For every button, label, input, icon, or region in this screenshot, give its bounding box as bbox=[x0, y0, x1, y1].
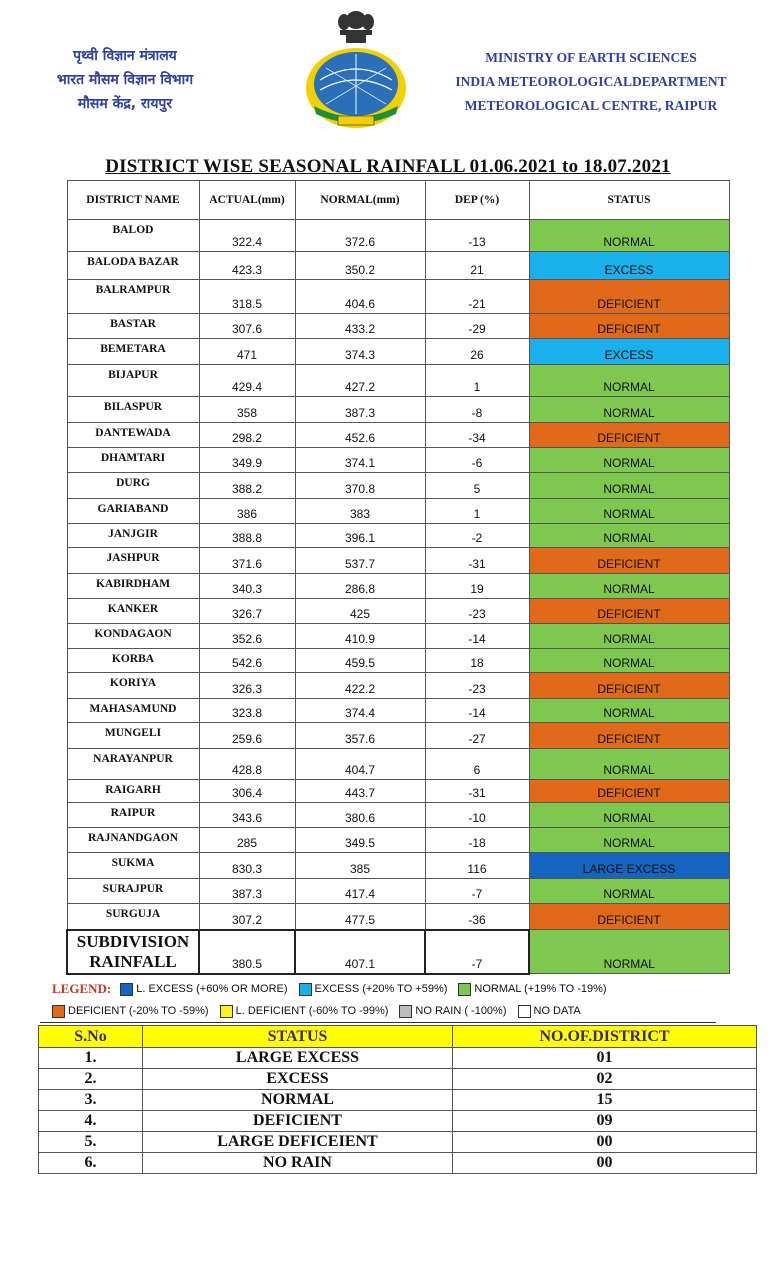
departure-value: -14 bbox=[425, 624, 529, 649]
legend-swatch-icon bbox=[120, 983, 133, 996]
legend-label: NO RAIN ( -100%) bbox=[415, 1005, 507, 1017]
status-cell: NORMAL bbox=[529, 524, 729, 548]
status-cell: NORMAL bbox=[529, 699, 729, 723]
status-cell: NORMAL bbox=[529, 828, 729, 853]
departure-value: -8 bbox=[425, 397, 529, 423]
summary-sno: 4. bbox=[39, 1111, 143, 1132]
departure-value: 21 bbox=[425, 252, 529, 280]
normal-value: 350.2 bbox=[295, 252, 425, 280]
summary-row bbox=[39, 1153, 757, 1174]
subdivision-normal: 407.1 bbox=[295, 930, 425, 974]
district-name: KORIYA bbox=[67, 673, 199, 699]
summary-status: NORMAL bbox=[143, 1090, 453, 1111]
summary-count: 00 bbox=[453, 1132, 757, 1153]
table-row bbox=[67, 699, 729, 723]
status-cell: DEFICIENT bbox=[529, 599, 729, 624]
normal-value: 374.4 bbox=[295, 699, 425, 723]
status-cell: DEFICIENT bbox=[529, 904, 729, 930]
status-cell: EXCESS bbox=[529, 252, 729, 280]
normal-value: 357.6 bbox=[295, 723, 425, 749]
status-cell: DEFICIENT bbox=[529, 548, 729, 574]
summary-table bbox=[38, 1025, 757, 1174]
english-header bbox=[446, 46, 736, 118]
district-name: KORBA bbox=[67, 649, 199, 673]
departure-value: -2 bbox=[425, 524, 529, 548]
normal-value: 404.7 bbox=[295, 749, 425, 780]
normal-value: 417.4 bbox=[295, 879, 425, 904]
district-name: BILASPUR bbox=[67, 397, 199, 423]
normal-value: 427.2 bbox=[295, 365, 425, 397]
normal-value: 425 bbox=[295, 599, 425, 624]
actual-value: 326.3 bbox=[199, 673, 295, 699]
summary-row bbox=[39, 1048, 757, 1069]
departure-value: -21 bbox=[425, 280, 529, 314]
status-cell: NORMAL bbox=[529, 397, 729, 423]
column-header: DEP (%) bbox=[425, 181, 529, 220]
actual-value: 830.3 bbox=[199, 853, 295, 879]
actual-value: 318.5 bbox=[199, 280, 295, 314]
actual-value: 343.6 bbox=[199, 803, 295, 828]
district-name: BALODA BAZAR bbox=[67, 252, 199, 280]
table-row bbox=[67, 252, 729, 280]
normal-value: 349.5 bbox=[295, 828, 425, 853]
table-row bbox=[67, 879, 729, 904]
normal-value: 443.7 bbox=[295, 780, 425, 803]
summary-count: 09 bbox=[453, 1111, 757, 1132]
table-row bbox=[67, 473, 729, 499]
district-name: BEMETARA bbox=[67, 339, 199, 365]
district-name: JANJGIR bbox=[67, 524, 199, 548]
departure-value: -10 bbox=[425, 803, 529, 828]
district-name: NARAYANPUR bbox=[67, 749, 199, 780]
summary-row bbox=[39, 1111, 757, 1132]
status-cell: NORMAL bbox=[529, 499, 729, 524]
district-name: KANKER bbox=[67, 599, 199, 624]
summary-status: LARGE DEFICEIENT bbox=[143, 1132, 453, 1153]
legend-swatch-icon bbox=[399, 1005, 412, 1018]
normal-value: 374.1 bbox=[295, 448, 425, 473]
table-row bbox=[67, 649, 729, 673]
summary-column-header: STATUS bbox=[143, 1026, 453, 1048]
summary-body bbox=[39, 1048, 757, 1174]
hindi-line: मौसम केंद्र, रायपुर bbox=[77, 96, 173, 112]
table-row bbox=[67, 499, 729, 524]
status-cell: NORMAL bbox=[529, 365, 729, 397]
summary-status: EXCESS bbox=[143, 1069, 453, 1090]
column-header: ACTUAL(mm) bbox=[199, 181, 295, 220]
summary-count: 02 bbox=[453, 1069, 757, 1090]
legend-swatch-icon bbox=[52, 1005, 65, 1018]
district-name: BALRAMPUR bbox=[67, 280, 199, 314]
district-name: BALOD bbox=[67, 220, 199, 252]
district-name: MAHASAMUND bbox=[67, 699, 199, 723]
departure-value: -29 bbox=[425, 314, 529, 339]
legend-label: DEFICIENT (-20% TO -59%) bbox=[68, 1005, 209, 1017]
status-cell: NORMAL bbox=[529, 473, 729, 499]
normal-value: 374.3 bbox=[295, 339, 425, 365]
summary-sno: 1. bbox=[39, 1048, 143, 1069]
hindi-line: भारत मौसम विज्ञान विभाग bbox=[56, 72, 194, 88]
table-row bbox=[67, 780, 729, 803]
divider bbox=[40, 1022, 716, 1023]
departure-value: 26 bbox=[425, 339, 529, 365]
table-row bbox=[67, 220, 729, 252]
departure-value: -14 bbox=[425, 699, 529, 723]
departure-value: 19 bbox=[425, 574, 529, 599]
normal-value: 286.8 bbox=[295, 574, 425, 599]
actual-value: 322.4 bbox=[199, 220, 295, 252]
normal-value: 396.1 bbox=[295, 524, 425, 548]
district-name: DHAMTARI bbox=[67, 448, 199, 473]
column-header: DISTRICT NAME bbox=[67, 181, 199, 220]
english-line: METEOROLOGICAL CENTRE, RAIPUR bbox=[464, 98, 718, 113]
summary-row bbox=[39, 1132, 757, 1153]
summary-status: DEFICIENT bbox=[143, 1111, 453, 1132]
table-row bbox=[67, 723, 729, 749]
summary-header-row bbox=[39, 1026, 757, 1048]
district-name: SUKMA bbox=[67, 853, 199, 879]
district-name: SURGUJA bbox=[67, 904, 199, 930]
departure-value: 5 bbox=[425, 473, 529, 499]
table-row bbox=[67, 397, 729, 423]
normal-value: 385 bbox=[295, 853, 425, 879]
summary-sno: 3. bbox=[39, 1090, 143, 1111]
actual-value: 428.8 bbox=[199, 749, 295, 780]
legend-swatch-icon bbox=[458, 983, 471, 996]
departure-value: -34 bbox=[425, 423, 529, 448]
status-cell: EXCESS bbox=[529, 339, 729, 365]
legend-swatch-icon bbox=[299, 983, 312, 996]
departure-value: 6 bbox=[425, 749, 529, 780]
actual-value: 326.7 bbox=[199, 599, 295, 624]
imd-emblem-logo bbox=[300, 8, 412, 130]
legend-row bbox=[52, 978, 752, 1000]
departure-value: 18 bbox=[425, 649, 529, 673]
status-cell: NORMAL bbox=[529, 749, 729, 780]
normal-value: 410.9 bbox=[295, 624, 425, 649]
summary-status: LARGE EXCESS bbox=[143, 1048, 453, 1069]
actual-value: 386 bbox=[199, 499, 295, 524]
table-row bbox=[67, 524, 729, 548]
status-cell: DEFICIENT bbox=[529, 280, 729, 314]
column-header: STATUS bbox=[529, 181, 729, 220]
status-cell: NORMAL bbox=[529, 448, 729, 473]
status-cell: NORMAL bbox=[529, 624, 729, 649]
summary-row bbox=[39, 1069, 757, 1090]
district-name: BIJAPUR bbox=[67, 365, 199, 397]
actual-value: 542.6 bbox=[199, 649, 295, 673]
table-header-row bbox=[67, 181, 729, 220]
legend bbox=[52, 978, 752, 1022]
summary-sno: 2. bbox=[39, 1069, 143, 1090]
actual-value: 349.9 bbox=[199, 448, 295, 473]
subdivision-status: NORMAL bbox=[529, 930, 729, 974]
table-row bbox=[67, 365, 729, 397]
district-name: JASHPUR bbox=[67, 548, 199, 574]
table-row bbox=[67, 574, 729, 599]
normal-value: 537.7 bbox=[295, 548, 425, 574]
normal-value: 383 bbox=[295, 499, 425, 524]
legend-label: L. EXCESS (+60% OR MORE) bbox=[136, 983, 288, 995]
status-cell: NORMAL bbox=[529, 803, 729, 828]
departure-value: -13 bbox=[425, 220, 529, 252]
departure-value: -7 bbox=[425, 879, 529, 904]
table-row bbox=[67, 339, 729, 365]
actual-value: 306.4 bbox=[199, 780, 295, 803]
normal-value: 372.6 bbox=[295, 220, 425, 252]
table-row bbox=[67, 280, 729, 314]
status-cell: NORMAL bbox=[529, 220, 729, 252]
normal-value: 404.6 bbox=[295, 280, 425, 314]
departure-value: -23 bbox=[425, 599, 529, 624]
subdivision-row bbox=[67, 930, 729, 974]
departure-value: -18 bbox=[425, 828, 529, 853]
rainfall-table bbox=[66, 180, 730, 975]
status-cell: NORMAL bbox=[529, 649, 729, 673]
summary-column-header: S.No bbox=[39, 1026, 143, 1048]
english-line: INDIA METEOROLOGICALDEPARTMENT bbox=[455, 74, 727, 89]
legend-label: EXCESS (+20% TO +59%) bbox=[314, 983, 448, 995]
actual-value: 340.3 bbox=[199, 574, 295, 599]
table-row bbox=[67, 803, 729, 828]
summary-status: NO RAIN bbox=[143, 1153, 453, 1174]
actual-value: 387.3 bbox=[199, 879, 295, 904]
table-row bbox=[67, 828, 729, 853]
summary-column-header: NO.OF.DISTRICT bbox=[453, 1026, 757, 1048]
departure-value: -27 bbox=[425, 723, 529, 749]
legend-label: NO DATA bbox=[533, 1005, 581, 1017]
actual-value: 388.2 bbox=[199, 473, 295, 499]
actual-value: 259.6 bbox=[199, 723, 295, 749]
district-name: MUNGELI bbox=[67, 723, 199, 749]
normal-value: 433.2 bbox=[295, 314, 425, 339]
subdivision-label bbox=[67, 930, 199, 974]
actual-value: 298.2 bbox=[199, 423, 295, 448]
district-name: KABIRDHAM bbox=[67, 574, 199, 599]
district-name: RAIPUR bbox=[67, 803, 199, 828]
departure-value: -23 bbox=[425, 673, 529, 699]
district-name: DURG bbox=[67, 473, 199, 499]
normal-value: 370.8 bbox=[295, 473, 425, 499]
legend-row bbox=[52, 1000, 752, 1022]
table-row bbox=[67, 314, 729, 339]
hindi-header bbox=[40, 44, 210, 116]
departure-value: -31 bbox=[425, 780, 529, 803]
legend-swatch-icon bbox=[220, 1005, 233, 1018]
table-row bbox=[67, 599, 729, 624]
actual-value: 471 bbox=[199, 339, 295, 365]
actual-value: 307.2 bbox=[199, 904, 295, 930]
departure-value: 1 bbox=[425, 499, 529, 524]
district-name: RAJNANDGAON bbox=[67, 828, 199, 853]
summary-count: 15 bbox=[453, 1090, 757, 1111]
status-cell: DEFICIENT bbox=[529, 780, 729, 803]
hindi-line: पृथ्वी विज्ञान मंत्रालय bbox=[73, 48, 177, 64]
departure-value: -31 bbox=[425, 548, 529, 574]
district-name: KONDAGAON bbox=[67, 624, 199, 649]
departure-value: 1 bbox=[425, 365, 529, 397]
departure-value: -36 bbox=[425, 904, 529, 930]
district-name: SURAJPUR bbox=[67, 879, 199, 904]
normal-value: 380.6 bbox=[295, 803, 425, 828]
legend-label: L. DEFICIENT (-60% TO -99%) bbox=[235, 1005, 389, 1017]
district-name: RAIGARH bbox=[67, 780, 199, 803]
subdivision-line: RAINFALL bbox=[89, 951, 177, 971]
summary-sno: 6. bbox=[39, 1153, 143, 1174]
status-cell: DEFICIENT bbox=[529, 423, 729, 448]
report-title: DISTRICT WISE SEASONAL RAINFALL 01.06.2021 to 18.07.2021 bbox=[105, 156, 671, 177]
status-cell: LARGE EXCESS bbox=[529, 853, 729, 879]
district-name: DANTEWADA bbox=[67, 423, 199, 448]
subdivision-actual: 380.5 bbox=[199, 930, 295, 974]
summary-row bbox=[39, 1090, 757, 1111]
table-body bbox=[67, 220, 729, 930]
normal-value: 387.3 bbox=[295, 397, 425, 423]
table-row bbox=[67, 749, 729, 780]
actual-value: 352.6 bbox=[199, 624, 295, 649]
table-row bbox=[67, 624, 729, 649]
status-cell: NORMAL bbox=[529, 879, 729, 904]
district-name: BASTAR bbox=[67, 314, 199, 339]
subdivision-dep: -7 bbox=[425, 930, 529, 974]
actual-value: 423.3 bbox=[199, 252, 295, 280]
english-line: MINISTRY OF EARTH SCIENCES bbox=[485, 50, 697, 65]
district-name: GARIABAND bbox=[67, 499, 199, 524]
actual-value: 371.6 bbox=[199, 548, 295, 574]
departure-value: 116 bbox=[425, 853, 529, 879]
table-row bbox=[67, 673, 729, 699]
legend-swatch-icon bbox=[518, 1005, 531, 1018]
normal-value: 422.2 bbox=[295, 673, 425, 699]
table-row bbox=[67, 423, 729, 448]
normal-value: 452.6 bbox=[295, 423, 425, 448]
table-row bbox=[67, 904, 729, 930]
actual-value: 429.4 bbox=[199, 365, 295, 397]
normal-value: 477.5 bbox=[295, 904, 425, 930]
normal-value: 459.5 bbox=[295, 649, 425, 673]
summary-count: 01 bbox=[453, 1048, 757, 1069]
status-cell: NORMAL bbox=[529, 574, 729, 599]
status-cell: DEFICIENT bbox=[529, 314, 729, 339]
table-row bbox=[67, 853, 729, 879]
actual-value: 323.8 bbox=[199, 699, 295, 723]
summary-sno: 5. bbox=[39, 1132, 143, 1153]
legend-title: LEGEND: bbox=[52, 981, 112, 996]
subdivision-line: SUBDIVISION bbox=[76, 931, 190, 951]
legend-label: NORMAL (+19% TO -19%) bbox=[474, 983, 607, 995]
status-cell: DEFICIENT bbox=[529, 673, 729, 699]
departure-value: -6 bbox=[425, 448, 529, 473]
actual-value: 307.6 bbox=[199, 314, 295, 339]
summary-count: 00 bbox=[453, 1153, 757, 1174]
table-row bbox=[67, 448, 729, 473]
status-cell: DEFICIENT bbox=[529, 723, 729, 749]
actual-value: 358 bbox=[199, 397, 295, 423]
column-header: NORMAL(mm) bbox=[295, 181, 425, 220]
table-row bbox=[67, 548, 729, 574]
actual-value: 388.8 bbox=[199, 524, 295, 548]
actual-value: 285 bbox=[199, 828, 295, 853]
